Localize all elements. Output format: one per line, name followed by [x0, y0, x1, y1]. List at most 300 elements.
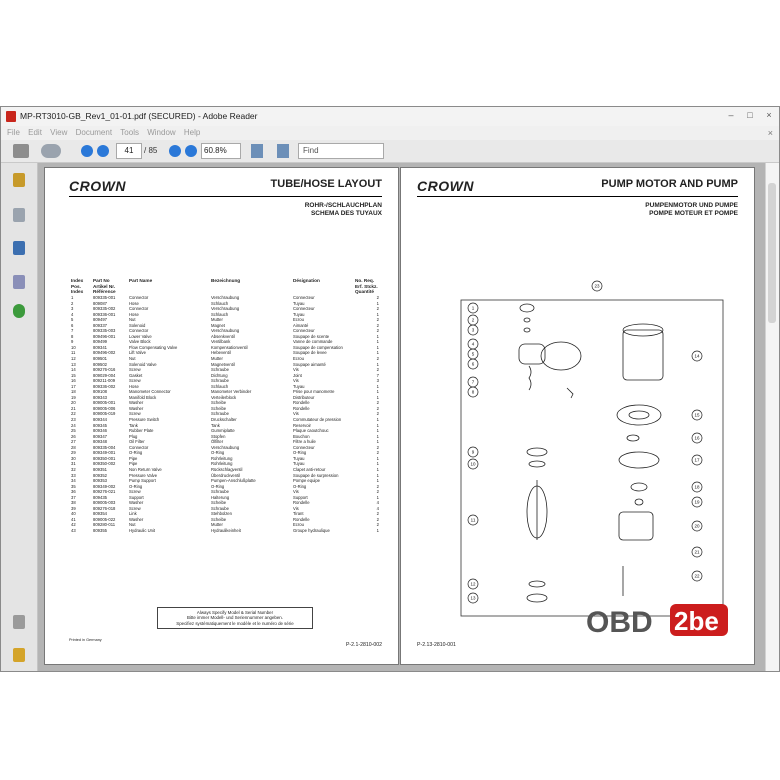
table-cell: 25: [71, 428, 76, 434]
table-cell: 2: [376, 444, 379, 450]
table-cell: Plug: [129, 433, 138, 439]
callout-label: 20: [694, 523, 700, 529]
table-cell: 809351: [93, 466, 107, 472]
table-cell: Halterung: [211, 494, 230, 500]
table-cell: Plaque caoutchouc: [293, 428, 329, 434]
table-cell: 2: [376, 295, 379, 300]
document-view: [38, 163, 765, 671]
table-cell: 2: [376, 411, 379, 417]
callout-label: 13: [470, 595, 476, 601]
menu-edit[interactable]: Edit: [28, 128, 42, 137]
table-cell: Verschraubung: [211, 306, 240, 312]
table-cell: Link: [129, 511, 137, 517]
table-cell: Absenkventil: [211, 333, 235, 339]
table-cell: Soupape de compensation: [293, 344, 343, 350]
table-cell: Schraube: [211, 378, 229, 384]
table-cell: 22: [71, 411, 76, 417]
fit-page-icon[interactable]: [251, 144, 263, 158]
callout-label: 10: [470, 461, 476, 467]
table-cell: 809350-001: [93, 455, 116, 461]
table-cell: Commutateur de pression: [293, 417, 342, 423]
table-cell: 2: [376, 522, 379, 528]
table-cell: Support: [293, 494, 308, 500]
find-input[interactable]: Find: [298, 143, 384, 159]
comments-icon[interactable]: [13, 648, 25, 662]
table-cell: Vis: [293, 378, 299, 384]
table-cell: 809335-002: [93, 306, 116, 312]
table-cell: 2: [376, 489, 379, 495]
table-cell: 40: [71, 511, 76, 517]
table-cell: 809276-016: [93, 367, 116, 373]
table-cell: Verschraubung: [211, 328, 240, 334]
watermark-text-obd: OBD: [586, 606, 653, 639]
table-cell: Tuyau: [293, 311, 305, 317]
print-icon[interactable]: [13, 144, 29, 158]
table-cell: 27: [71, 439, 76, 445]
table-row: [71, 528, 381, 534]
table-cell: Washer: [129, 516, 144, 522]
table-cell: 2: [376, 483, 379, 489]
table-cell: 1: [376, 361, 379, 367]
table-cell: Joint: [293, 372, 302, 378]
table-cell: 809350-002: [93, 461, 116, 467]
table-cell: Verschraubung: [211, 444, 240, 450]
table-cell: Mutter: [211, 356, 223, 362]
table-cell: 19: [71, 394, 76, 400]
table-cell: 20: [71, 400, 76, 406]
table-cell: 26: [71, 433, 76, 439]
table-cell: Tuyau: [293, 461, 305, 467]
page-code: P-2.13-2810-001: [417, 642, 456, 648]
table-cell: Lower Valve: [129, 333, 152, 339]
title-rule: [69, 196, 382, 197]
table-cell: 809496-001: [93, 333, 116, 339]
table-cell: Ölfilter: [211, 439, 224, 445]
zoom-select[interactable]: 60.8%: [201, 143, 241, 159]
table-cell: 809005-006: [93, 405, 116, 411]
table-cell: 1: [376, 350, 379, 356]
table-cell: Hose: [129, 383, 139, 389]
serial-number-note: [157, 607, 313, 629]
table-cell: Vis: [293, 489, 299, 495]
table-cell: 809343: [93, 394, 107, 400]
table-cell: 809005-003: [93, 500, 116, 506]
table-cell: O-Ring: [211, 450, 225, 456]
table-cell: Schlauch: [211, 383, 229, 389]
table-cell: 9: [71, 339, 74, 345]
table-cell: 1: [376, 383, 379, 389]
table-cell: Manometer Verbinder: [211, 389, 252, 395]
callout-label: 4: [471, 341, 475, 347]
table-cell: 3: [71, 306, 74, 312]
table-cell: 809355: [93, 527, 107, 533]
right-page: [400, 167, 755, 665]
table-cell: 37: [71, 494, 76, 500]
table-cell: Mutter: [211, 522, 223, 528]
navigation-pane: [1, 163, 38, 671]
table-cell: 38: [71, 500, 76, 506]
attachments-icon[interactable]: [13, 615, 25, 629]
table-cell: Stopfen: [211, 433, 226, 439]
table-cell: 809353: [93, 478, 107, 484]
table-cell: Rohrleitung: [211, 455, 233, 461]
title-bar: [1, 107, 779, 126]
table-cell: 1: [376, 478, 379, 484]
table-cell: 1: [376, 389, 379, 395]
table-cell: 809348: [93, 439, 107, 445]
table-cell: 2: [376, 306, 379, 312]
table-cell: 41: [71, 516, 76, 522]
table-cell: 11: [71, 350, 76, 356]
table-cell: 10: [71, 344, 76, 350]
callout-label: 21: [694, 549, 700, 555]
table-cell: Pressure Switch: [129, 417, 160, 423]
table-cell: 4: [376, 505, 379, 511]
table-cell: 28: [71, 444, 76, 450]
callout-label: 1: [471, 305, 475, 311]
header-bezeichnung: Bezeichnung: [211, 278, 241, 283]
table-cell: Pipe: [129, 461, 138, 467]
header-part-no: Part No Artikel Nr. Référence: [93, 278, 116, 295]
table-cell: Druckschalter: [211, 417, 237, 423]
menu-window[interactable]: Window: [147, 128, 176, 137]
table-cell: 21: [71, 405, 76, 411]
pages-icon[interactable]: [13, 208, 25, 222]
table-cell: Rubber Plate: [129, 428, 154, 434]
table-cell: Lift Valve: [129, 350, 146, 356]
table-cell: Solenoid: [129, 322, 146, 328]
table-cell: 1: [376, 311, 379, 317]
table-cell: 2: [71, 300, 74, 306]
table-cell: Schlauch: [211, 300, 229, 306]
table-cell: 8: [71, 333, 74, 339]
window-title: MP-RT3010-GB_Rev1_01-01.pdf (SECURED) - Adobe Reader: [20, 111, 258, 121]
table-cell: Tuyau: [293, 383, 305, 389]
table-cell: 1: [376, 494, 379, 500]
adobe-reader-window: [0, 106, 780, 672]
callout-label: 9: [471, 449, 475, 455]
table-cell: 1: [376, 527, 379, 533]
table-cell: 17: [71, 383, 76, 389]
page-code: P-2.1-2810-002: [345, 642, 382, 648]
maximize-button[interactable]: □: [747, 110, 753, 120]
header-designation: Désignation: [293, 278, 320, 283]
table-cell: 809344: [93, 417, 107, 423]
help-icon[interactable]: [13, 304, 25, 318]
table-cell: Vis: [293, 505, 299, 511]
table-cell: Rückschlagventil: [211, 466, 243, 472]
table-cell: 1: [376, 433, 379, 439]
table-cell: Connector: [129, 328, 149, 334]
table-cell: 1: [376, 300, 379, 306]
table-cell: Screw: [129, 505, 141, 511]
table-cell: Distributeur: [293, 394, 315, 400]
table-cell: 42: [71, 522, 76, 528]
table-cell: Kompensationventil: [211, 344, 248, 350]
table-cell: 809005-001: [93, 400, 116, 406]
table-cell: 2: [376, 400, 379, 406]
table-cell: Soupape de levee: [293, 350, 327, 356]
table-cell: Hydraulic Unit: [129, 527, 156, 533]
table-cell: 809501: [93, 356, 107, 362]
table-cell: Schraube: [211, 367, 229, 373]
callout-label: 2: [471, 317, 475, 323]
table-cell: 34: [71, 478, 76, 484]
table-cell: Dichtung: [211, 372, 228, 378]
title-rule: [417, 196, 738, 197]
table-cell: Scheibe: [211, 516, 227, 522]
parts-table: [71, 295, 381, 534]
table-cell: 2: [376, 405, 379, 411]
table-cell: Stehbolzen: [211, 511, 232, 517]
table-cell: O-Ring: [293, 483, 307, 489]
left-page: [44, 167, 399, 665]
table-cell: 809341: [93, 344, 107, 350]
table-cell: 29: [71, 450, 76, 456]
table-cell: Rondelle: [293, 516, 310, 522]
table-cell: 809335-003: [93, 328, 116, 334]
callout-label: 8: [471, 389, 475, 395]
table-cell: 809496-002: [93, 350, 116, 356]
table-cell: 23: [71, 417, 76, 423]
table-cell: Manifold Block: [129, 394, 157, 400]
table-cell: Hose: [129, 300, 139, 306]
table-cell: Connecteur: [293, 444, 315, 450]
table-cell: Connector: [129, 295, 149, 300]
table-cell: 2: [376, 328, 379, 334]
page-total: / 85: [144, 146, 158, 155]
close-document-icon[interactable]: ×: [767, 128, 773, 138]
table-cell: Nut: [129, 317, 136, 323]
table-cell: Scheibe: [211, 400, 227, 406]
table-cell: Ventilbank: [211, 339, 231, 345]
callout-label: 12: [470, 581, 476, 587]
table-cell: Aimanté: [293, 322, 309, 328]
table-cell: 3: [376, 378, 379, 384]
table-cell: Vis: [293, 411, 299, 417]
table-cell: Magnet: [211, 322, 225, 328]
table-cell: 18: [71, 389, 76, 395]
table-cell: Valve Block: [129, 339, 151, 345]
table-cell: 809108: [93, 389, 107, 395]
table-cell: Clapet anti-retour: [293, 466, 326, 472]
table-cell: 809502: [93, 361, 107, 367]
table-cell: 43: [71, 527, 76, 533]
table-cell: 32: [71, 466, 76, 472]
table-cell: 33: [71, 472, 76, 478]
note-line-3: Specifiez systématiquement le modèle et le numéro de série: [176, 620, 294, 626]
table-cell: Ecrou: [293, 522, 304, 528]
table-cell: 1: [71, 295, 74, 300]
table-cell: Mutter: [211, 317, 223, 323]
table-cell: 809211-009: [93, 378, 116, 384]
table-cell: O-Ring: [129, 450, 143, 456]
table-cell: 35: [71, 483, 76, 489]
zoom-in-icon[interactable]: [185, 145, 197, 157]
table-cell: 2: [376, 450, 379, 456]
menu-help[interactable]: Help: [183, 128, 201, 137]
menu-bar: [1, 126, 779, 140]
table-cell: Connecteur: [293, 328, 315, 334]
crown-logo: CROWN: [417, 178, 474, 194]
table-cell: Rondelle: [293, 400, 310, 406]
minimize-button[interactable]: –: [728, 110, 734, 120]
table-cell: Ecrou: [293, 356, 304, 362]
vertical-scrollbar[interactable]: [765, 163, 779, 671]
table-cell: 7: [71, 328, 74, 334]
signature-icon[interactable]: [13, 275, 25, 289]
table-cell: 809276-018: [93, 505, 116, 511]
table-cell: Magnetventil: [211, 361, 235, 367]
table-cell: Vis: [293, 367, 299, 373]
table-cell: 1: [376, 422, 379, 428]
header-no-req: No. Req. Erf. Stckz. Quantité: [355, 278, 378, 295]
pdf-file-icon: [6, 111, 16, 122]
scrollbar-thumb[interactable]: [768, 183, 776, 323]
table-cell: O-Ring: [129, 483, 143, 489]
table-cell: Pump Support: [129, 478, 156, 484]
table-cell: 13: [71, 361, 76, 367]
table-cell: 1: [376, 333, 379, 339]
table-cell: Groupe hydraulique: [293, 527, 330, 533]
table-cell: Soupape aimanté: [293, 361, 326, 367]
table-cell: 31: [71, 461, 76, 467]
table-cell: 14: [71, 367, 76, 373]
table-cell: Soupape de scente: [293, 333, 330, 339]
menu-file[interactable]: File: [7, 128, 20, 137]
table-cell: Bouchon: [293, 433, 310, 439]
table-cell: 1: [376, 472, 379, 478]
callout-label: 19: [694, 499, 700, 505]
callout-label: 17: [694, 457, 700, 463]
crown-logo: CROWN: [69, 178, 126, 194]
table-cell: Scheibe: [211, 500, 227, 506]
table-cell: Tuyau: [293, 455, 305, 461]
table-cell: 809335-004: [93, 444, 116, 450]
table-cell: Manometer Connector: [129, 389, 171, 395]
menu-tools[interactable]: Tools: [120, 128, 139, 137]
fit-width-icon[interactable]: [277, 144, 289, 158]
table-cell: 4: [376, 500, 379, 506]
table-cell: Reservoir: [293, 422, 311, 428]
table-cell: Washer: [129, 500, 144, 506]
table-cell: 4: [71, 311, 74, 317]
table-cell: 12: [71, 356, 76, 362]
table-cell: 809354: [93, 511, 107, 517]
table-cell: Solenoid Valve: [129, 361, 157, 367]
table-cell: 809336-001: [93, 311, 116, 317]
table-cell: 809499: [93, 339, 107, 345]
table-cell: Tank: [211, 422, 220, 428]
next-page-icon[interactable]: [97, 145, 109, 157]
table-cell: 2: [376, 516, 379, 522]
printed-in: Printed in Germany: [69, 638, 102, 642]
table-cell: O-Ring: [211, 483, 225, 489]
table-cell: Vanne de commande: [293, 339, 333, 345]
table-cell: Ecrou: [293, 317, 304, 323]
table-cell: 2: [376, 511, 379, 517]
table-cell: Rondelle: [293, 500, 310, 506]
obd2be-watermark: [582, 598, 732, 642]
header-part-name: Part Name: [129, 278, 153, 283]
table-cell: 809337: [93, 322, 107, 328]
page-title: PUMP MOTOR AND PUMP: [601, 178, 738, 190]
callout-label: 16: [694, 435, 700, 441]
close-button[interactable]: ×: [766, 110, 772, 120]
table-cell: 2: [376, 322, 379, 328]
header-index: Index Pos. Index: [71, 278, 84, 295]
table-cell: 809347: [93, 433, 107, 439]
callout-label: 11: [470, 517, 476, 523]
table-cell: 809345: [93, 422, 107, 428]
table-cell: Hose: [129, 311, 139, 317]
table-cell: Pipe: [129, 455, 138, 461]
table-cell: Hydraulikeinheit: [211, 527, 241, 533]
table-cell: Screw: [129, 367, 141, 373]
table-cell: Pumpen-Anschlußplatte: [211, 478, 256, 484]
menu-document[interactable]: Document: [75, 128, 113, 137]
table-cell: Connector: [129, 306, 149, 312]
table-cell: 15: [71, 372, 76, 378]
table-cell: 809346: [93, 428, 107, 434]
callout-label: 18: [694, 484, 700, 490]
table-cell: Screw: [129, 378, 141, 384]
table-cell: Gummiplatte: [211, 428, 235, 434]
table-cell: Überdruckventil: [211, 472, 241, 478]
note-line-1: Always Specify Model & Serial Number: [196, 610, 274, 615]
table-cell: Schraube: [211, 505, 229, 511]
note-line-2: Bitte immer Modell- und Seriennummer angeben.: [187, 615, 283, 621]
table-cell: 2: [376, 367, 379, 373]
table-cell: 809435: [93, 494, 107, 500]
table-cell: Filtre a huile: [293, 439, 316, 445]
table-cell: 1: [376, 394, 379, 400]
table-cell: Soupape de surpression: [293, 472, 339, 478]
table-cell: Prise pour manometre: [293, 389, 335, 395]
table-cell: 809276-021: [93, 489, 116, 495]
table-cell: Screw: [129, 411, 141, 417]
table-cell: 24: [71, 422, 76, 428]
menu-view[interactable]: View: [50, 128, 68, 137]
table-cell: 809497: [93, 317, 107, 323]
table-cell: 809349-002: [93, 483, 116, 489]
zoom-out-icon[interactable]: [169, 145, 181, 157]
previous-page-icon[interactable]: [81, 145, 93, 157]
table-cell: 1: [376, 339, 379, 345]
page-number-input[interactable]: 41: [116, 143, 142, 159]
table-cell: Connecteur: [293, 306, 315, 312]
table-cell: Verteilerblock: [211, 394, 237, 400]
table-cell: Pompe equipe: [293, 478, 321, 484]
callout-label: 7: [471, 379, 475, 385]
table-cell: 1: [376, 466, 379, 472]
settings-icon[interactable]: [41, 144, 61, 158]
table-cell: 1: [376, 461, 379, 467]
callout-label: 15: [694, 412, 700, 418]
table-cell: O-Ring: [293, 450, 307, 456]
callout-label: 6: [471, 361, 475, 367]
table-cell: 809349-001: [93, 450, 116, 456]
table-cell: 36: [71, 489, 76, 495]
table-cell: 16: [71, 378, 76, 384]
lock-icon[interactable]: [13, 173, 25, 187]
table-cell: Rondelle: [293, 405, 310, 411]
callout-label: 3: [471, 327, 475, 333]
bookmarks-icon[interactable]: [13, 241, 25, 255]
table-cell: 2: [376, 356, 379, 362]
table-cell: 1: [376, 417, 379, 423]
table-cell: Verschraubung: [211, 295, 240, 300]
